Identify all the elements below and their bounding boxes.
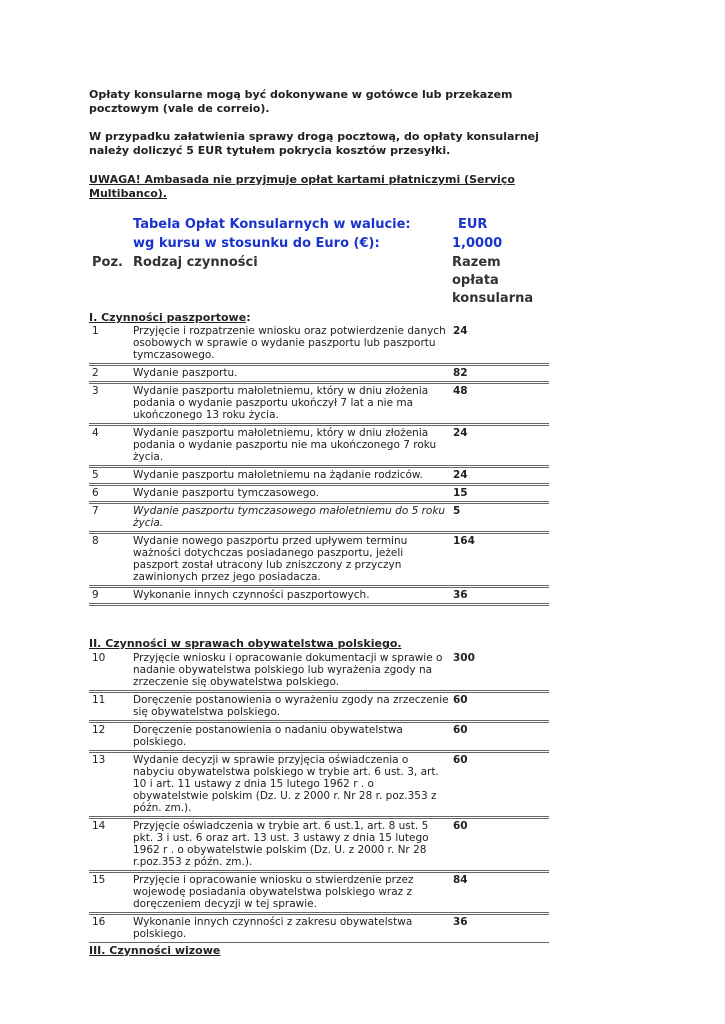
fee-table-header: [89, 212, 549, 308]
table-row: 10 Przyjęcie wniosku i opracowanie dokumentacji w sprawie o nadanie obywatelstwa polskiego lub wyrażenia zgody na zrzeczenie się obywatelstwa polskiego. 300: [89, 651, 549, 693]
column-header-poz: Poz.: [92, 255, 123, 270]
document-page: [89, 88, 549, 957]
section-heading-passports: I. Czynności paszportowe:: [89, 311, 251, 324]
table-row: 15 Przyjęcie i opracowanie wniosku o stwierdzenie przez wojewodę posiadania obywatelstwa polskiego wraz z doręczeniem decyzji w tej sprawie. 84: [89, 873, 549, 915]
table-row: 14 Przyjęcie oświadczenia w trybie art. 6 ust.1, art. 8 ust. 5 pkt. 3 i ust. 6 oraz art. 13 ust. 3 ustawy z dnia 15 lutego 1962 r . o obywatelstwie polskim (Dz. U. z 2000 r. Nr 28 r.poz.353 z późn. zm.). 60: [89, 819, 549, 873]
table-row: 8 Wydanie nowego paszportu przed upływem terminu ważności dotychczas posiadanego paszportu, jeżeli paszport został utracony lub zniszczony z przyczyn zawinionych przez jego posiadacza. 164: [89, 534, 549, 588]
card-warning-note: UWAGA! Ambasada nie przyjmuje opłat kartami płatniczymi (Serviço Multibanco).: [89, 173, 515, 200]
table-row: 6 Wydanie paszportu tymczasowego. 15: [89, 486, 549, 504]
table-row: 13 Wydanie decyzji w sprawie przyjęcia oświadczenia o nabyciu obywatelstwa polskiego w trybie art. 6 ust. 3, art. 10 i art. 11 ustawy z dnia 15 lutego 1962 r . o obywatelstwie polskim (Dz. U. z 2000 r. Nr 28 r. poz.353 z późn. zm.). 60: [89, 753, 549, 819]
table-row: 7 Wydanie paszportu tymczasowego małoletniemu do 5 roku życia. 5: [89, 504, 549, 534]
payment-methods-note: Opłaty konsularne mogą być dokonywane w gotówce lub przekazem pocztowym (vale de correio).: [89, 88, 513, 115]
exchange-rate: 1,0000: [452, 236, 503, 251]
table-row: 5 Wydanie paszportu małoletniemu na żądanie rodziców. 24: [89, 468, 549, 486]
table-row: 16 Wykonanie innych czynności z zakresu obywatelstwa polskiego. 36: [89, 915, 549, 943]
section-heading-citizenship: II. Czynności w sprawach obywatelstwa polskiego.: [89, 637, 402, 650]
table-row: 12 Doręczenie postanowienia o nadaniu obywatelstwa polskiego. 60: [89, 723, 549, 753]
column-header-rodzaj: Rodzaj czynności: [133, 255, 258, 270]
column-header-razem: Razem opłata konsularna: [452, 255, 534, 306]
currency-label: EUR: [458, 217, 488, 232]
table-row: 4 Wydanie paszportu małoletniemu, który w dniu złożenia podania o wydanie paszportu nie ma ukończonego 7 roku życia. 24: [89, 426, 549, 468]
table-row: 9 Wykonanie innych czynności paszportowych. 36: [89, 588, 549, 606]
section-heading-visas: III. Czynności wizowe: [89, 944, 221, 957]
table-title: Tabela Opłat Konsularnych w walucie:: [133, 217, 411, 232]
table-row: 2 Wydanie paszportu. 82: [89, 366, 549, 384]
postal-fee-note: W przypadku załatwienia sprawy drogą pocztową, do opłaty konsularnej należy doliczyć 5 EUR tytułem pokrycia kosztów przesyłki.: [89, 130, 539, 157]
table-row: 3 Wydanie paszportu małoletniemu, który w dniu złożenia podania o wydanie paszportu ukończył 7 lat a nie ma ukończonego 13 roku życia. 48: [89, 384, 549, 426]
table-subtitle: wg kursu w stosunku do Euro (€):: [133, 236, 380, 251]
table-row: 11 Doręczenie postanowienia o wyrażeniu zgody na zrzeczenie się obywatelstwa polskiego. 60: [89, 693, 549, 723]
table-row: 1 Przyjęcie i rozpatrzenie wniosku oraz potwierdzenie danych osobowych w sprawie o wydanie paszportu lub paszportu tymczasowego. 24: [89, 324, 549, 366]
